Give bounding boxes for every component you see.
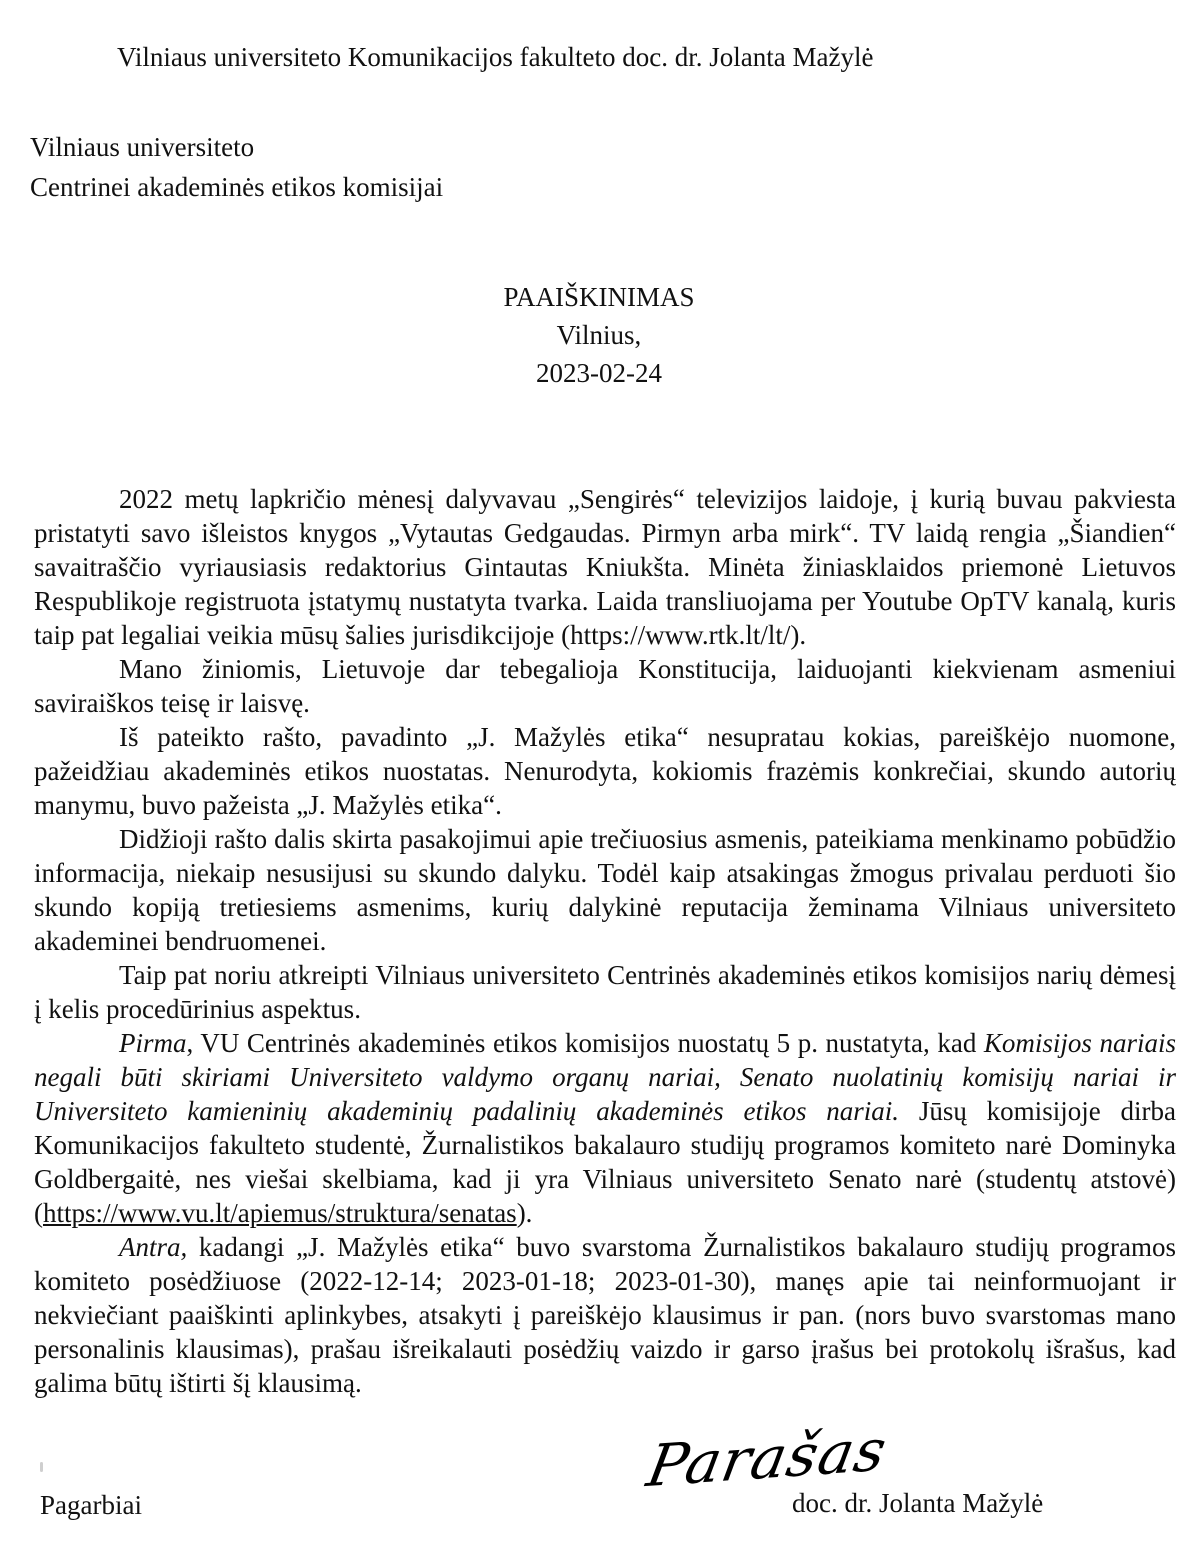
paragraph-3: Iš pateikto rašto, pavadinto „J. Mažylės etika“ nesupratau kokias, pareiškėjo nuomone, pažeidžiau akademinės etikos nuostatas. Nenurodyta, kokiomis frazėmis konkrečiai, skundo autorių manymu, buvo pažeista „J. Mažylės etika“. [34,722,1176,820]
scan-speck [40,1462,43,1472]
paragraph-6-quote: Komisijos nariais negali būti skiriami Universiteto valdymo organų nariai, Senato nuolatinių komisijų nariai ir Universiteto kamieninių akademinių padalinių akademinės etikos nariai. [34,1028,1177,1126]
paragraph-2: Mano žiniomis, Lietuvoje dar tebegalioja Konstitucija, laiduojanti kiekvienam asmeniui saviraiškos teisę ir laisvę. [34,654,1176,718]
recipient-line-1: Vilniaus universiteto [30,132,255,162]
recipient-block [30,127,443,207]
paragraph-6-text-c: ). [516,1198,533,1228]
document-title: PAAIŠKINIMAS [503,282,695,312]
paragraph-6-text-a: , VU Centrinės akademinės etikos komisijos nuostatų 5 p. nustatyta, kad [186,1028,984,1058]
paragraph-1: 2022 metų lapkričio mėnesį dalyvavau „Sengirės“ televizijos laidoje, į kurią buvau pakviesta pristatyti savo išleistos knygos „Vytautas Gedgaudas. Pirmyn arba mirk“. TV laidą rengia „Šiandien“ savaitraščio vyriausiasis redaktorius Gintautas Kniukšta. Minėta žiniasklaidos priemonė Lietuvos Respublikoje registruota įstatymų nustatyta tvarka. Laida transliuojama per Youtube OpTV kanalą, kuris taip pat legaliai veikia mūsų šalies jurisdikcijoje (https://www.rtk.lt/lt/). [34,484,1176,650]
document-city: Vilnius, [556,320,642,350]
paragraph-7-lead: Antra, [119,1232,188,1262]
document-date: 2023-02-24 [536,358,662,388]
senate-link[interactable]: https://www.vu.lt/apiemus/struktura/senatas [43,1198,517,1228]
sender-line: Vilniaus universiteto Komunikacijos fakulteto doc. dr. Jolanta Mažylė [117,42,874,72]
paragraph-4: Didžioji rašto dalis skirta pasakojimui apie trečiuosius asmenis, pateikiama menkinamo pobūdžio informacija, niekaip nesusijusi su skundo dalyku. Todėl kaip atsakingas žmogus privalau perduoti šio skundo kopiją tretiesiems asmenims, kurių dalykinė reputacija žeminama Vilniaus universiteto akademinei bendruomenei. [34,824,1176,956]
paragraph-5: Taip pat noriu atkreipti Vilniaus universiteto Centrinės akademinės etikos komisijos narių dėmesį į kelis procedūrinius aspektus. [34,960,1176,1024]
recipient-line-2: Centrinei akademinės etikos komisijai [30,172,444,202]
document-heading [0,278,1198,392]
closing-greeting: Pagarbiai [40,1490,142,1520]
paragraph-7-text: kadangi „J. Mažylės etika“ buvo svarstoma Žurnalistikos bakalauro studijų programos komiteto posėdžiuose (2022-12-14; 2023-01-18; 2023-01-30), manęs apie tai neinformuojant ir nekviečiant paaiškinti aplinkybes, atsakyti į pareiškėjo klausimus ir pan. (nors buvo svarstomas mano personalinis klausimas), prašau išreikalauti posėdžių vaizdo ir garso įrašus bei protokolų išrašus, kad galima būtų ištirti šį klausimą. [34,1232,1176,1398]
handwritten-signature: Parašas [642,1415,893,1501]
signer-name: doc. dr. Jolanta Mažylė [792,1488,1044,1518]
paragraph-6 [34,1026,1176,1230]
paragraph-6-lead: Pirma [119,1028,187,1058]
paragraph-6-text-b: Jūsų komisijoje dirba Komunikacijos fakulteto studentė, Žurnalistikos bakalauro studijų programos komiteto narė Dominyka Goldbergaitė, nes viešai skelbiama, kad ji yra Vilniaus universiteto Senato narė (studentų atstovė) ( [34,1096,1176,1228]
document-body [34,482,1176,1400]
paragraph-7 [34,1230,1176,1400]
